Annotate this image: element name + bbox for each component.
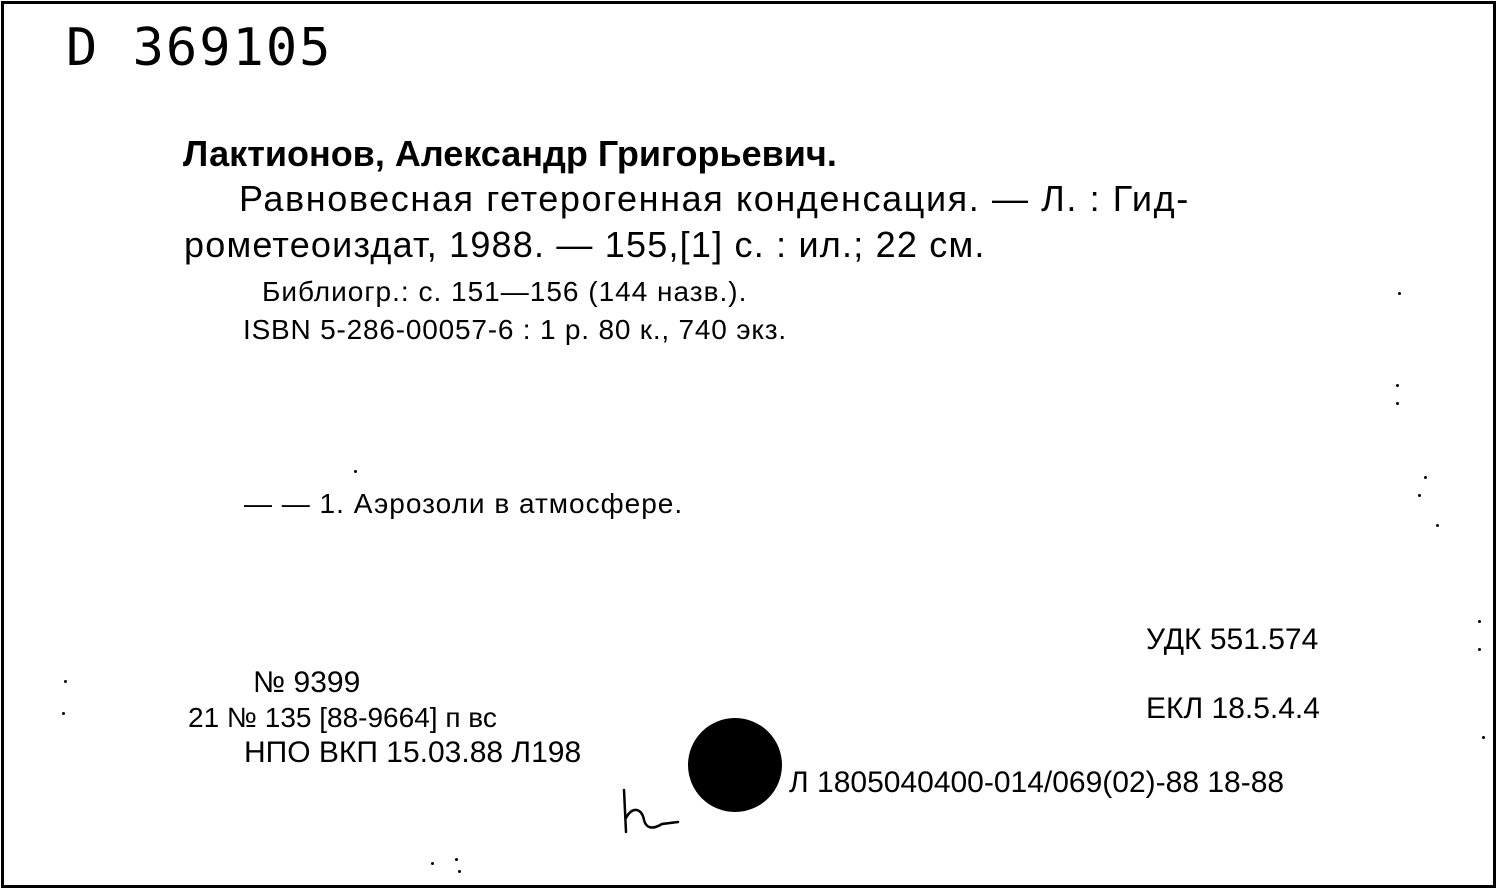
title-line-1: Равновесная гетерогенная конденсация. — Л. : Гид- xyxy=(239,178,1190,219)
ink-speck xyxy=(1482,736,1485,739)
ink-speck xyxy=(1424,476,1427,479)
author-heading: Лактионов, Александр Григорьевич. xyxy=(183,133,837,174)
ink-speck xyxy=(62,712,65,715)
bibliography-note: Библиогр.: с. 151—156 (144 назв.). xyxy=(262,276,748,307)
ink-speck xyxy=(1396,402,1399,405)
ink-speck xyxy=(1436,524,1439,527)
classification-code-line: Л 1805040400-014/069(02)-88 18-88 xyxy=(789,766,1285,799)
ink-speck xyxy=(354,470,357,473)
title-line-2: рометеоиздат, 1988. — 155,[1] с. : ил.; 22 см. xyxy=(184,224,986,265)
order-line: 21 № 135 [88-9664] п вс xyxy=(188,702,497,733)
ink-speck xyxy=(1418,494,1421,497)
ink-speck xyxy=(1478,620,1481,623)
ekl-code: ЕКЛ 18.5.4.4 xyxy=(1146,692,1320,725)
ink-speck xyxy=(1396,384,1399,387)
ink-speck xyxy=(455,858,458,861)
subject-heading: — — 1. Аэрозоли в атмосфере. xyxy=(244,488,684,519)
npo-line: НПО ВКП 15.03.88 Л198 xyxy=(244,736,582,769)
ink-speck xyxy=(64,680,67,683)
udk-code: УДК 551.574 xyxy=(1146,623,1319,656)
ink-speck xyxy=(458,870,461,873)
ink-speck xyxy=(431,862,434,865)
card-number: № 9399 xyxy=(253,666,361,699)
ink-speck xyxy=(1478,648,1481,651)
handwritten-mark-icon xyxy=(618,788,688,838)
ink-speck xyxy=(1398,292,1401,295)
isbn-price-line: ISBN 5-286-00057-6 : 1 р. 80 к., 740 экз. xyxy=(243,314,787,345)
punch-hole-stamp xyxy=(688,718,782,812)
inventory-number: D 369105 xyxy=(66,18,333,78)
